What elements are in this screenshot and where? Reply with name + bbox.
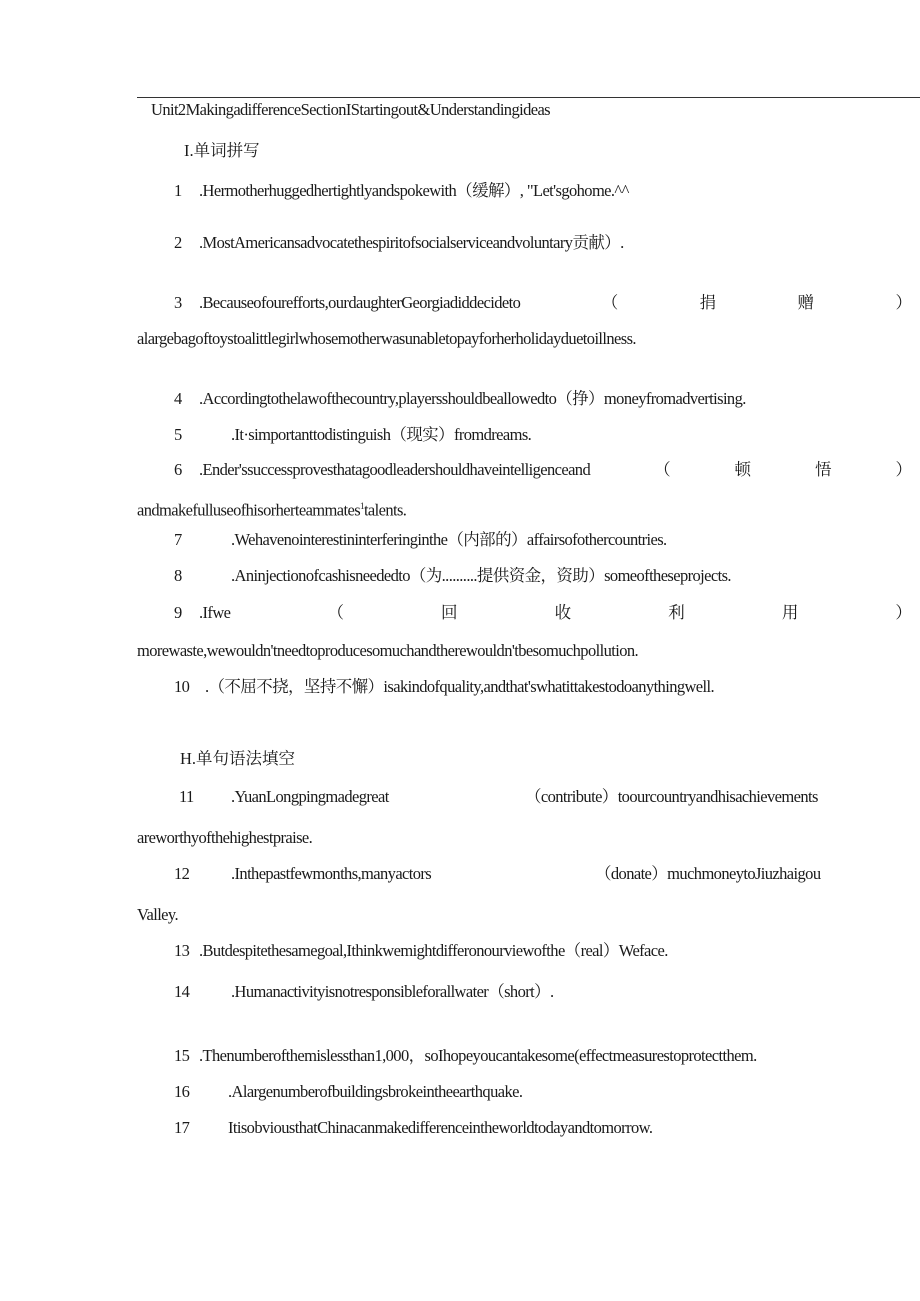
question-text-part: 用 [781, 603, 799, 622]
question-text-part: 利 [668, 603, 685, 622]
question-text-part: ） [895, 293, 912, 312]
question-number: 5 [174, 425, 182, 444]
question-text: .（不屈不挠，坚持不懈）isakindofquality,andthat'swhatittakestodoanythingwell. [205, 677, 715, 696]
question-text: .Accordingtothelawofthecountry,playersshouldbeallowedto（挣）moneyfromadvertising. [199, 389, 746, 408]
question-text: （donate）muchmoneytoJiuzhaigou [595, 864, 821, 883]
question-text-part: 悟 [815, 460, 832, 479]
question-text: .Humanactivityisnotresponsibleforallwater（short）. [231, 982, 554, 1001]
question-text: .MostAmericansadvocatethespiritofsocialserviceandvoluntary贡献）. [199, 233, 624, 252]
question-number: 6 [174, 460, 182, 479]
question-text-justified [199, 293, 912, 313]
question-text-continued [137, 496, 406, 521]
question-text: .Aninjectionofcashisneededto（为..........提供资金，资助）someoftheseprojects. [231, 566, 731, 585]
superscript-mark: 1 [360, 501, 364, 511]
question-number: 7 [174, 530, 182, 549]
question-text: （contribute）toourcountryandhisachievements [525, 787, 818, 806]
section-heading-spelling: I.单词拼写 [184, 141, 260, 160]
section-heading-grammar: H.单句语法填空 [180, 749, 296, 768]
question-text: .YuanLongpingmadegreat [231, 787, 389, 806]
question-text-part: 收 [554, 603, 572, 622]
question-number: 9 [174, 603, 182, 622]
question-text-part: 赠 [797, 293, 815, 312]
question-text-continued: Valley. [137, 905, 179, 924]
question-number: 14 [174, 982, 190, 1001]
question-number: 13 [174, 941, 190, 960]
question-text-part: 顿 [734, 460, 752, 479]
question-number: 2 [174, 233, 182, 252]
question-number: 8 [174, 566, 182, 585]
question-text: .Inthepastfewmonths,manyactors [231, 864, 432, 883]
question-text-justified [199, 603, 912, 623]
question-number: 10 [174, 677, 190, 696]
question-number: 3 [174, 293, 182, 312]
header-rule [137, 97, 920, 98]
question-text: .Hermotherhuggedhertightlyandspokewith（缓解）, "Let'sgohome.^^ [199, 181, 629, 200]
question-number: 12 [174, 864, 190, 883]
question-number: 15 [174, 1046, 190, 1065]
question-number: 11 [179, 787, 194, 806]
question-text-justified [199, 460, 912, 480]
question-text-part: .Becauseofourefforts,ourdaughterGeorgiadiddecideto [199, 293, 521, 312]
question-text-part: ） [895, 603, 912, 622]
question-text: .Butdespitethesamegoal,Ithinkwemightdifferonourviewofthe（real）Weface. [199, 941, 668, 960]
question-text-part: talents. [363, 500, 407, 520]
question-text-continued: areworthyofthehighestpraise. [137, 828, 313, 847]
document-title: Unit2MakingadifferenceSectionIStartingout&Understandingideas [151, 100, 551, 119]
question-text-part: andmakefulluseofhisorherteammates [137, 500, 361, 520]
question-text: .Wehavenointerestininterferinginthe（内部的）affairsofothercountries. [231, 530, 667, 549]
question-text-part: ） [895, 460, 912, 479]
question-text-part: （ [654, 460, 671, 479]
question-text: .Alargenumberofbuildingsbrokeintheearthquake. [228, 1082, 523, 1101]
question-text-part: .Ender'ssuccessprovesthatagoodleadershouldhaveintelligenceand [199, 460, 591, 479]
question-text-part: （ [601, 293, 619, 312]
question-text-continued: alargebagoftoystoalittlegirlwhosemotherwasunabletopayforherholidayduetoillness. [137, 329, 636, 348]
question-number: 4 [174, 389, 182, 408]
question-text-part: 捐 [699, 293, 717, 312]
question-text: .Thenumberofthemislessthan1,000，soIhopeyoucantakesome(effectmeasurestoprotectthem. [199, 1046, 757, 1065]
question-number: 17 [174, 1118, 190, 1137]
question-text-continued: morewaste,wewouldn'tneedtoproducesomuchandtherewouldn'tbesomuchpollution. [137, 641, 639, 660]
question-text-part: （ [327, 603, 344, 622]
question-text-part: .Ifwe [199, 603, 231, 622]
question-text-part: 回 [441, 603, 458, 622]
question-text: ItisobviousthatChinacanmakedifferenceintheworldtodayandtomorrow. [228, 1118, 653, 1137]
question-number: 1 [174, 181, 182, 200]
question-text: .It·simportanttodistinguish（现实）fromdreams. [231, 425, 532, 444]
question-number: 16 [174, 1082, 190, 1101]
